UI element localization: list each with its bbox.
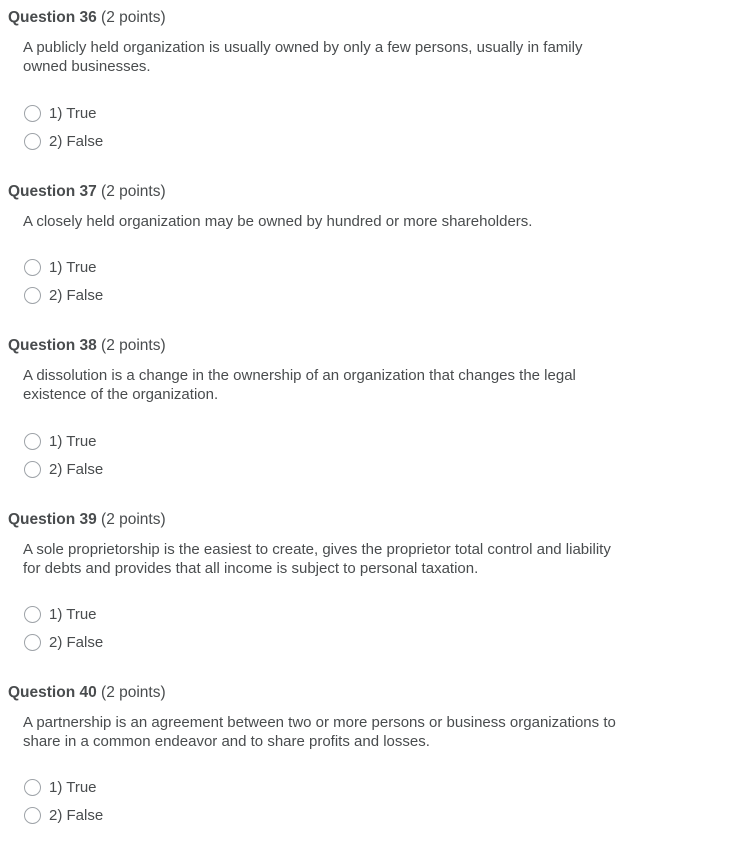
radio-button[interactable] bbox=[24, 433, 41, 450]
question-points: (2 points) bbox=[101, 337, 166, 354]
question-header bbox=[8, 182, 166, 202]
option-label: 2) False bbox=[49, 460, 104, 478]
radio-button[interactable] bbox=[24, 259, 41, 276]
radio-button[interactable] bbox=[24, 807, 41, 824]
question-points: (2 points) bbox=[101, 9, 166, 26]
option-label: 2) False bbox=[49, 806, 104, 824]
question-title: Question 37 bbox=[8, 183, 97, 200]
question-title: Question 38 bbox=[8, 337, 97, 354]
radio-button[interactable] bbox=[24, 105, 41, 122]
question-points: (2 points) bbox=[101, 684, 166, 701]
radio-button[interactable] bbox=[24, 287, 41, 304]
question-points: (2 points) bbox=[101, 183, 166, 200]
question-text: A partnership is an agreement between two or more persons or business organizations to share in a common endeavor and to share profits and losses. bbox=[23, 714, 616, 750]
radio-button[interactable] bbox=[24, 779, 41, 796]
radio-button[interactable] bbox=[24, 461, 41, 478]
option-true[interactable] bbox=[24, 103, 97, 123]
option-label: 2) False bbox=[49, 633, 104, 651]
option-true[interactable] bbox=[24, 604, 97, 624]
option-label: 1) True bbox=[49, 258, 97, 276]
option-label: 1) True bbox=[49, 104, 97, 122]
option-true[interactable] bbox=[24, 777, 97, 797]
question-text: A closely held organization may be owned by hundred or more shareholders. bbox=[23, 213, 533, 230]
radio-button[interactable] bbox=[24, 606, 41, 623]
question-header bbox=[8, 510, 166, 530]
question-header bbox=[8, 336, 166, 356]
radio-button[interactable] bbox=[24, 634, 41, 651]
question-text: A dissolution is a change in the ownership of an organization that changes the legal existence of the organization. bbox=[23, 367, 576, 403]
question-title: Question 39 bbox=[8, 511, 97, 528]
option-false[interactable] bbox=[24, 131, 103, 151]
question-title: Question 40 bbox=[8, 684, 97, 701]
radio-button[interactable] bbox=[24, 133, 41, 150]
option-label: 1) True bbox=[49, 432, 97, 450]
question-text: A publicly held organization is usually owned by only a few persons, usually in family owned businesses. bbox=[23, 39, 583, 75]
option-false[interactable] bbox=[24, 459, 103, 479]
option-false[interactable] bbox=[24, 285, 103, 305]
question-title: Question 36 bbox=[8, 9, 97, 26]
option-label: 1) True bbox=[49, 605, 97, 623]
option-true[interactable] bbox=[24, 257, 97, 277]
option-true[interactable] bbox=[24, 431, 97, 451]
option-label: 2) False bbox=[49, 286, 104, 304]
question-points: (2 points) bbox=[101, 511, 166, 528]
option-false[interactable] bbox=[24, 632, 103, 652]
option-label: 1) True bbox=[49, 778, 97, 796]
question-text: A sole proprietorship is the easiest to create, gives the proprietor total control and liability for debts and provides that all income is subject to personal taxation. bbox=[23, 541, 611, 577]
option-false[interactable] bbox=[24, 805, 103, 825]
question-header bbox=[8, 683, 166, 703]
question-header bbox=[8, 8, 166, 28]
option-label: 2) False bbox=[49, 132, 104, 150]
